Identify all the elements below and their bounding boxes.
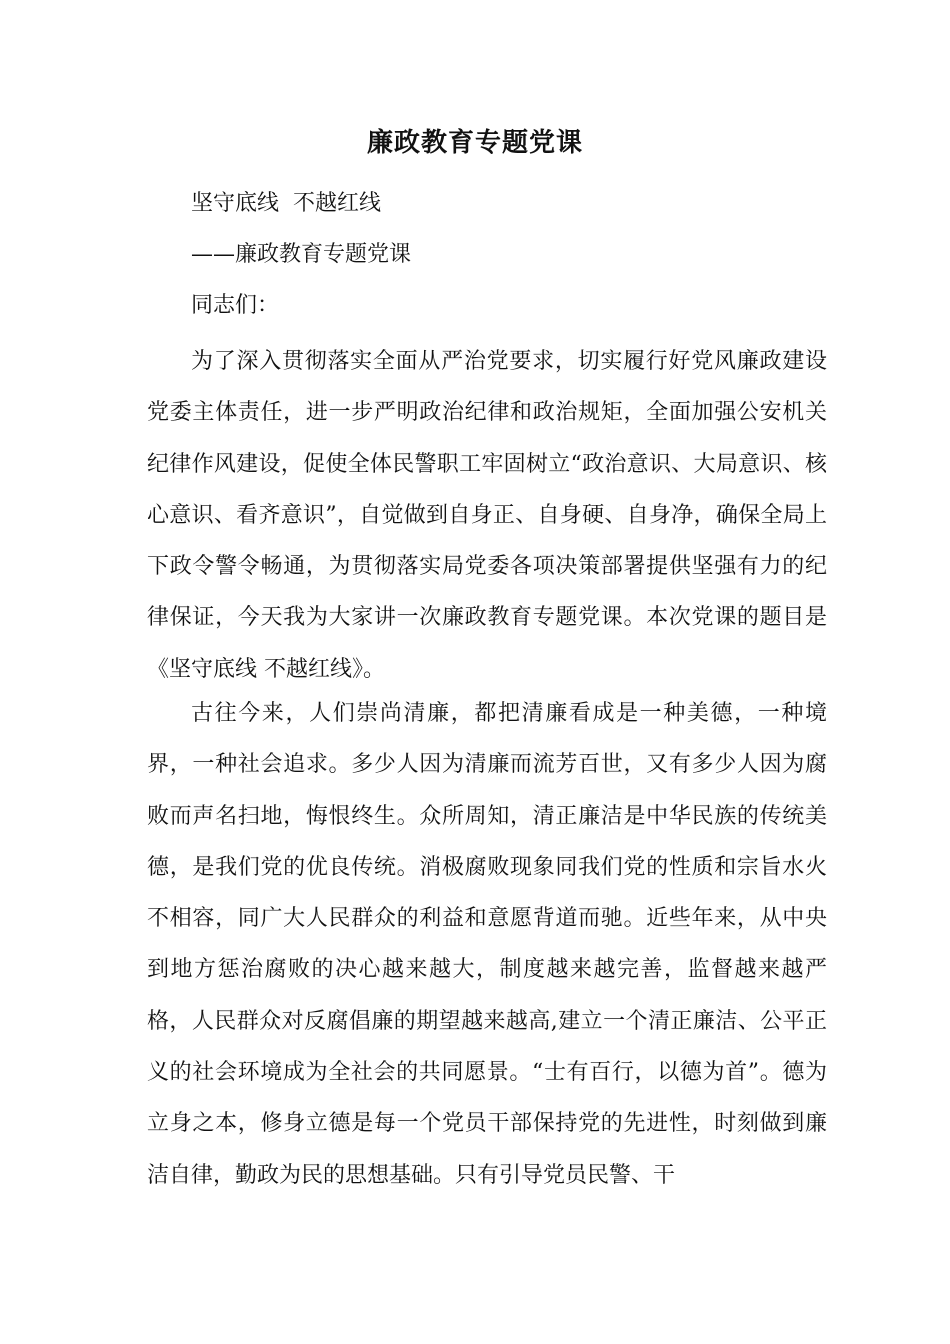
paragraph-1: 为了深入贯彻落实全面从严治党要求，切实履行好党风廉政建设党委主体责任，进一步严明政治纪律和政治规矩，全面加强公安机关纪律作风建设，促使全体民警职工牢固树立“政治意识、大局意识、核心意识、看齐意识”，自觉做到自身正、自身硬、自身净，确保全局上下政令警令畅通，为贯彻落实局党委各项决策部署提供坚强有力的纪律保证，今天我为大家讲一次廉政教育专题党课。本次党课的题目是《坚守底线 不越红线》。 bbox=[147, 349, 827, 682]
salutation: 同志们： bbox=[191, 293, 280, 318]
document-subtitle: 坚守底线 不越红线 bbox=[191, 191, 381, 216]
paragraph-2: 古往今来，人们崇尚清廉，都把清廉看成是一种美德，一种境界，一种社会追求。多少人因为清廉而流芳百世，又有多少人因为腐败而声名扫地，悔恨终生。众所周知，清正廉洁是中华民族的传统美德，是我们党的优良传统。消极腐败现象同我们党的性质和宗旨水火不相容，同广大人民群众的利益和意愿背道而驰。近些年来，从中央到地方惩治腐败的决心越来越大，制度越来越完善，监督越来越严格，人民群众对反腐倡廉的期望越来越高,建立一个清正廉洁、公平正义的社会环境成为全社会的共同愿景。“士有百行，以德为首”。德为立身之本，修身立德是每一个党员干部保持党的先进性，时刻做到廉洁自律，勤政为民的思想基础。只有引导党员民警、干 bbox=[147, 701, 827, 1188]
document-title: 廉政教育专题党课 bbox=[366, 128, 583, 158]
document-subtitle-2: ——廉政教育专题党课 bbox=[191, 242, 412, 267]
